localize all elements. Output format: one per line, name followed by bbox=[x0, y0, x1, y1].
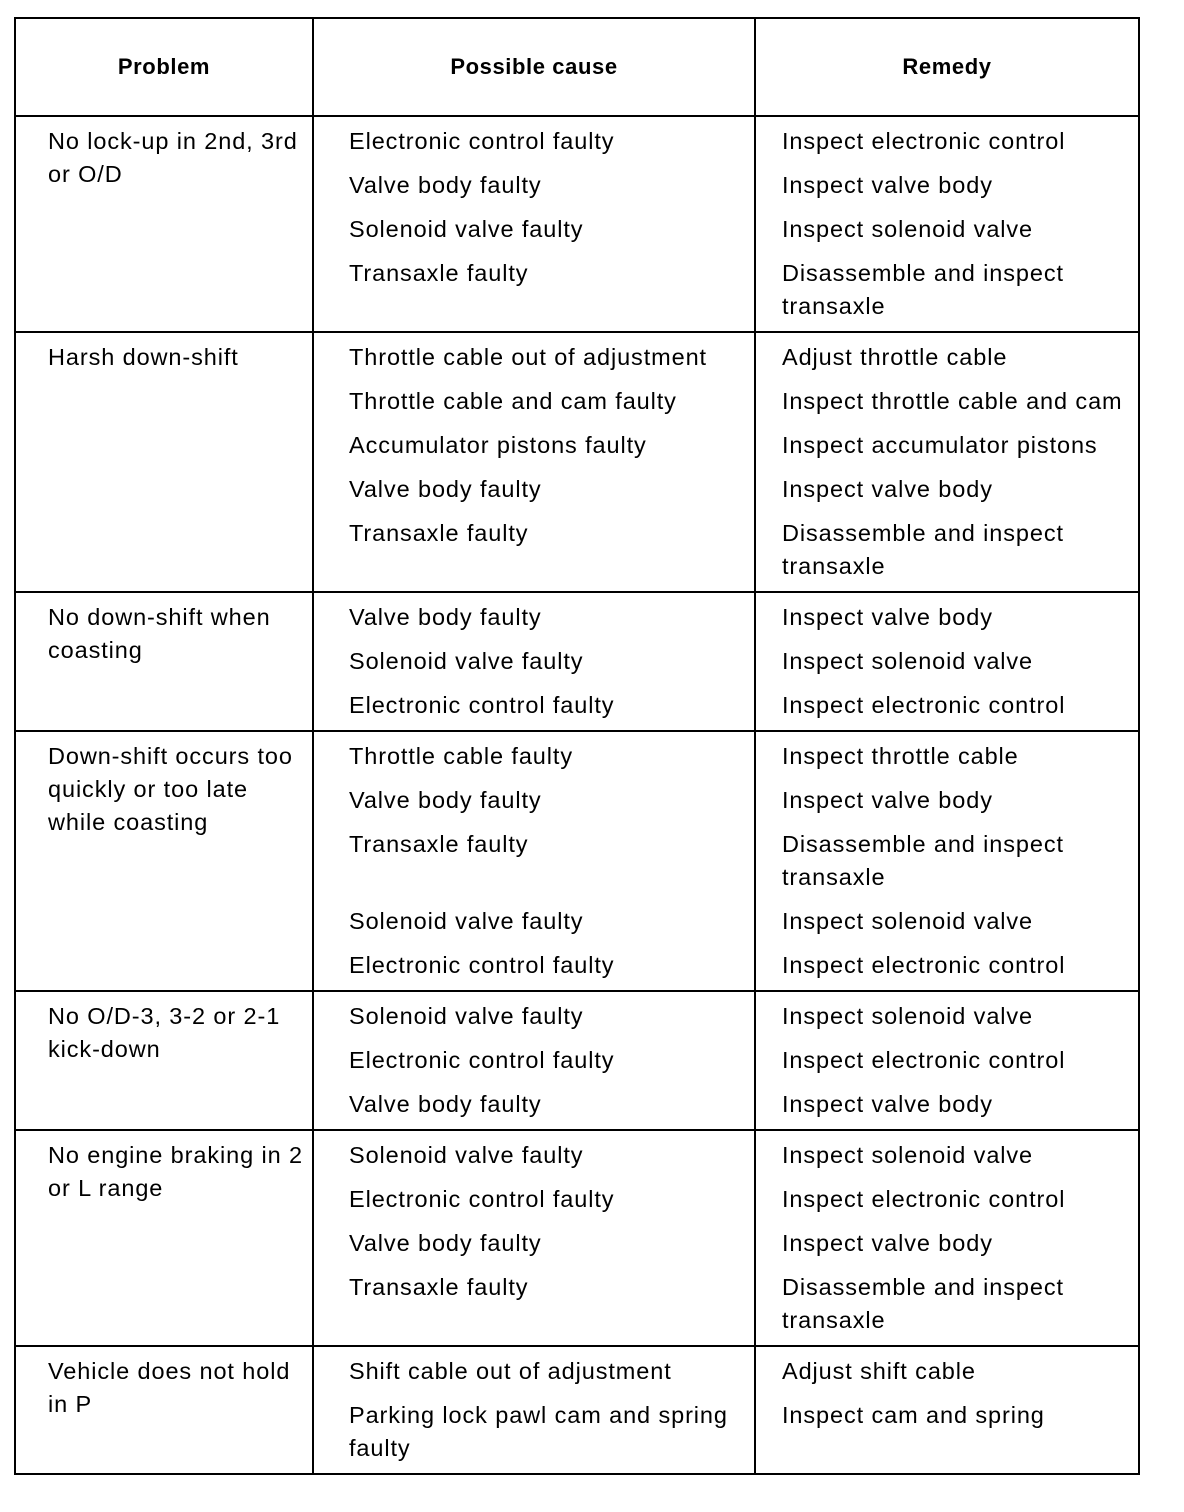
cause-item: Shift cable out of adjustment bbox=[349, 1358, 672, 1384]
remedy-item: Inspect valve body bbox=[782, 1230, 993, 1256]
remedy-item: Inspect electronic control bbox=[782, 1047, 1066, 1073]
cause-item: Electronic control faulty bbox=[349, 952, 615, 978]
header-possible-cause: Possible cause bbox=[313, 18, 755, 116]
remedy-item: Inspect electronic control bbox=[782, 1186, 1066, 1212]
remedy-item: Adjust shift cable bbox=[782, 1358, 976, 1384]
cause-item: Solenoid valve faulty bbox=[349, 908, 584, 934]
problem-cell: Vehicle does not hold in P bbox=[15, 1346, 313, 1474]
table-row bbox=[15, 731, 1139, 991]
cause-item: Throttle cable and cam faulty bbox=[349, 388, 677, 414]
remedy-item: Inspect electronic control bbox=[782, 128, 1066, 154]
cause-item: Throttle cable out of adjustment bbox=[349, 344, 707, 370]
remedy-item: Disassemble and inspect transaxle bbox=[782, 260, 1064, 319]
remedy-item: Inspect electronic control bbox=[782, 952, 1066, 978]
remedy-item: Inspect solenoid valve bbox=[782, 1142, 1034, 1168]
remedy-item: Inspect valve body bbox=[782, 172, 993, 198]
table-row bbox=[15, 1130, 1139, 1346]
cause-item: Valve body faulty bbox=[349, 476, 542, 502]
remedy-cell bbox=[755, 1130, 1139, 1346]
remedy-item: Disassemble and inspect transaxle bbox=[782, 520, 1064, 579]
problem-cell: No lock-up in 2nd, 3rd or O/D bbox=[15, 116, 313, 332]
cause-item: Electronic control faulty bbox=[349, 692, 615, 718]
table-row bbox=[15, 991, 1139, 1130]
cause-item: Solenoid valve faulty bbox=[349, 216, 584, 242]
remedy-item: Disassemble and inspect transaxle bbox=[782, 831, 1064, 890]
possible-cause-cell bbox=[313, 731, 755, 991]
cause-item: Valve body faulty bbox=[349, 604, 542, 630]
header-remedy: Remedy bbox=[755, 18, 1139, 116]
cause-item: Electronic control faulty bbox=[349, 1047, 615, 1073]
troubleshooting-table bbox=[14, 17, 1140, 1475]
table-row bbox=[15, 592, 1139, 731]
remedy-item: Inspect valve body bbox=[782, 476, 993, 502]
remedy-cell bbox=[755, 731, 1139, 991]
possible-cause-cell bbox=[313, 116, 755, 332]
possible-cause-cell bbox=[313, 1130, 755, 1346]
remedy-cell bbox=[755, 332, 1139, 592]
remedy-item: Disassemble and inspect transaxle bbox=[782, 1274, 1064, 1333]
cause-item: Solenoid valve faulty bbox=[349, 648, 584, 674]
table-row bbox=[15, 116, 1139, 332]
cause-item: Electronic control faulty bbox=[349, 128, 615, 154]
cause-item: Solenoid valve faulty bbox=[349, 1003, 584, 1029]
cause-item: Electronic control faulty bbox=[349, 1186, 615, 1212]
header-problem: Problem bbox=[15, 18, 313, 116]
possible-cause-cell bbox=[313, 991, 755, 1130]
remedy-item: Inspect electronic control bbox=[782, 692, 1066, 718]
cause-item: Solenoid valve faulty bbox=[349, 1142, 584, 1168]
cause-item: Transaxle faulty bbox=[349, 831, 529, 857]
remedy-item: Inspect throttle cable and cam bbox=[782, 388, 1123, 414]
cause-item: Valve body faulty bbox=[349, 787, 542, 813]
problem-cell: Down-shift occurs too quickly or too late while coasting bbox=[15, 731, 313, 991]
problem-cell: No engine braking in 2 or L range bbox=[15, 1130, 313, 1346]
table-body bbox=[15, 116, 1139, 1474]
remedy-item: Inspect solenoid valve bbox=[782, 216, 1034, 242]
remedy-item: Inspect valve body bbox=[782, 604, 993, 630]
problem-cell: Harsh down-shift bbox=[15, 332, 313, 592]
cause-item: Parking lock pawl cam and spring faulty bbox=[349, 1402, 728, 1461]
possible-cause-cell bbox=[313, 1346, 755, 1474]
header-row bbox=[15, 18, 1139, 116]
remedy-cell bbox=[755, 116, 1139, 332]
cause-item: Transaxle faulty bbox=[349, 520, 529, 546]
cause-item: Transaxle faulty bbox=[349, 1274, 529, 1300]
problem-cell: No down-shift when coasting bbox=[15, 592, 313, 731]
remedy-item: Inspect solenoid valve bbox=[782, 908, 1034, 934]
cause-item: Valve body faulty bbox=[349, 1091, 542, 1117]
remedy-item: Inspect accumulator pistons bbox=[782, 432, 1098, 458]
possible-cause-cell bbox=[313, 332, 755, 592]
remedy-cell bbox=[755, 1346, 1139, 1474]
remedy-item: Inspect valve body bbox=[782, 787, 993, 813]
cause-item: Transaxle faulty bbox=[349, 260, 529, 286]
remedy-item: Inspect cam and spring bbox=[782, 1402, 1045, 1428]
remedy-cell bbox=[755, 991, 1139, 1130]
cause-item: Valve body faulty bbox=[349, 172, 542, 198]
remedy-cell bbox=[755, 592, 1139, 731]
remedy-item: Inspect solenoid valve bbox=[782, 1003, 1034, 1029]
remedy-item: Inspect solenoid valve bbox=[782, 648, 1034, 674]
remedy-item: Adjust throttle cable bbox=[782, 344, 1008, 370]
problem-cell: No O/D-3, 3-2 or 2-1 kick-down bbox=[15, 991, 313, 1130]
cause-item: Accumulator pistons faulty bbox=[349, 432, 647, 458]
table-row bbox=[15, 332, 1139, 592]
possible-cause-cell bbox=[313, 592, 755, 731]
cause-item: Valve body faulty bbox=[349, 1230, 542, 1256]
table-row bbox=[15, 1346, 1139, 1474]
remedy-item: Inspect throttle cable bbox=[782, 743, 1019, 769]
remedy-item: Inspect valve body bbox=[782, 1091, 993, 1117]
cause-item: Throttle cable faulty bbox=[349, 743, 573, 769]
